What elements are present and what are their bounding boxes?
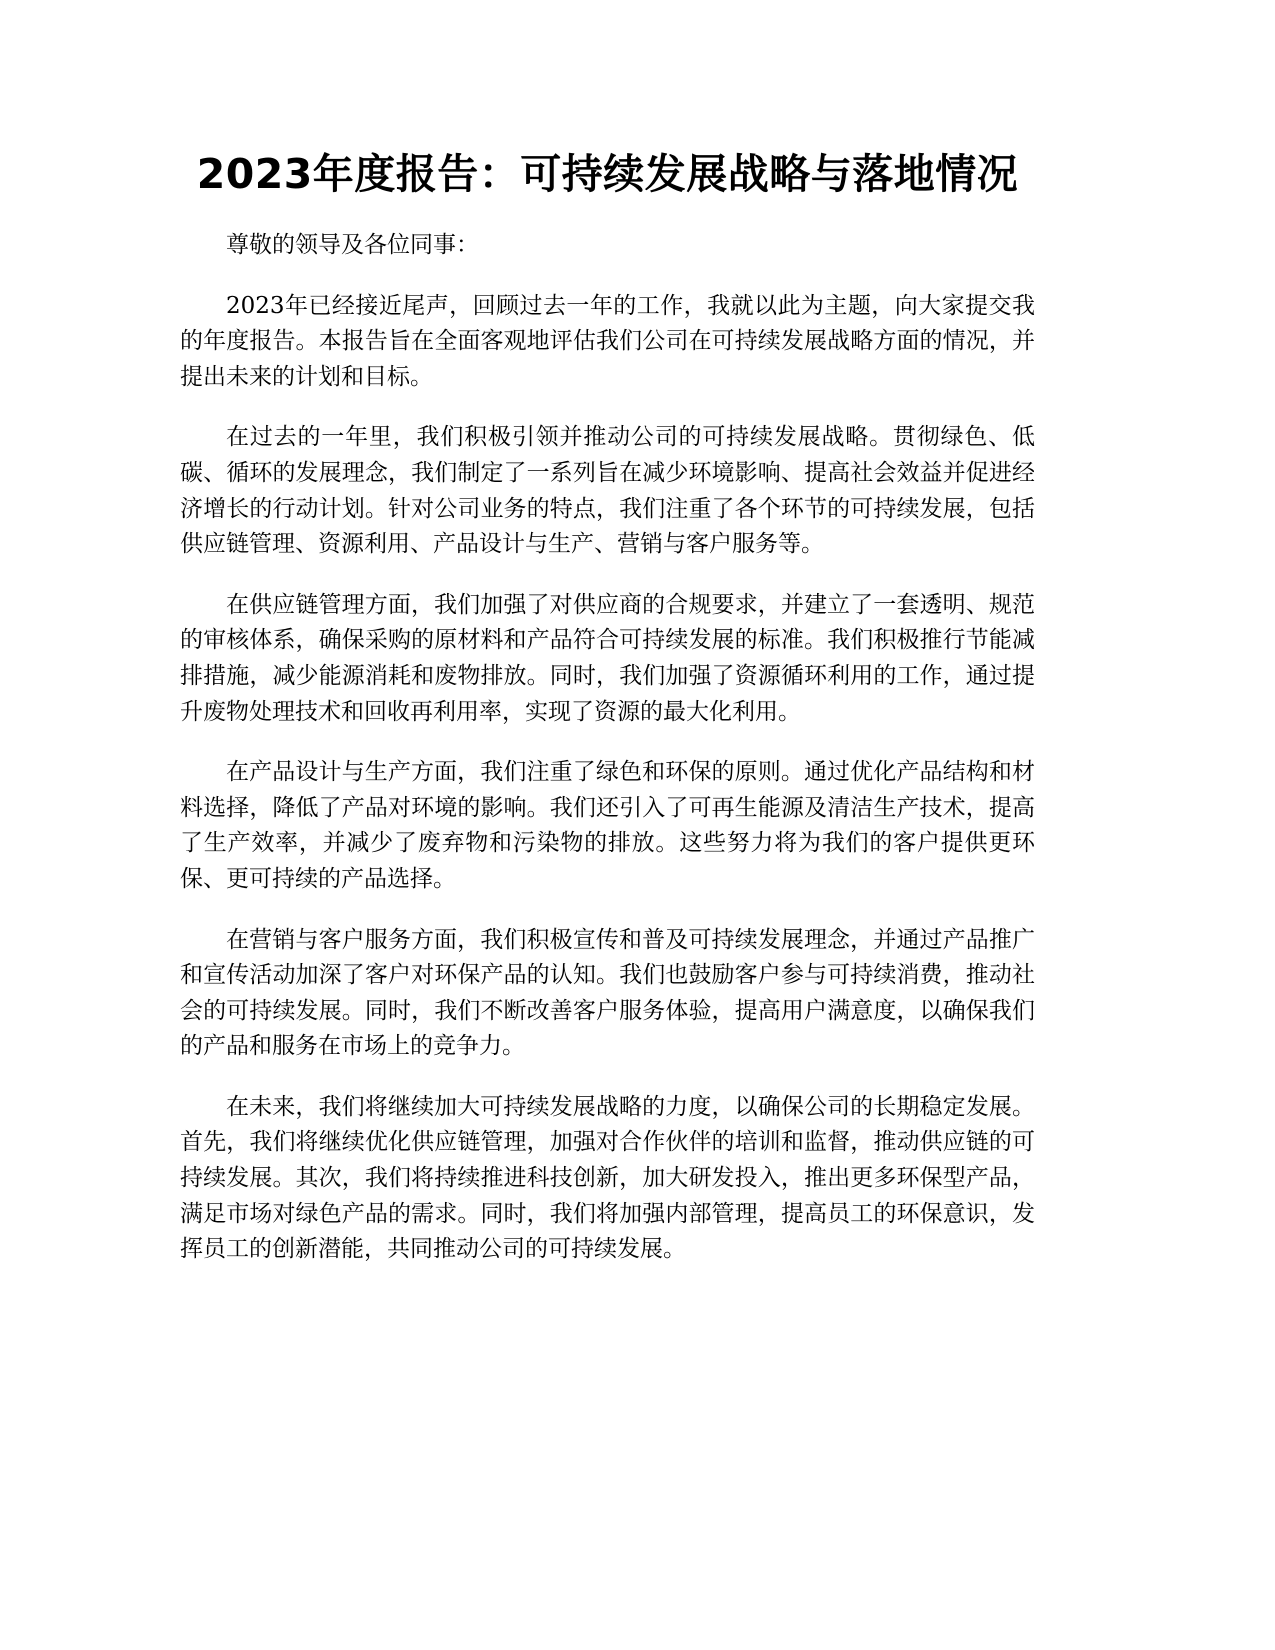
- document-body: [180, 228, 1035, 1268]
- paragraph-product-design: 在产品设计与生产方面，我们注重了绿色和环保的原则。通过优化产品结构和材料选择，降低了产品对环境的影响。我们还引入了可再生能源及清洁生产技术，提高了生产效率，并减少了废弃物和污染物的排放。这些努力将为我们的客户提供更环保、更可持续的产品选择。: [180, 759, 1035, 892]
- paragraph-supply-chain: 在供应链管理方面，我们加强了对供应商的合规要求，并建立了一套透明、规范的审核体系，确保采购的原材料和产品符合可持续发展的标准。我们积极推行节能减排措施，减少能源消耗和废物排放。同时，我们加强了资源循环利用的工作，通过提升废物处理技术和回收再利用率，实现了资源的最大化利用。: [180, 591, 1035, 725]
- salutation: 尊敬的领导及各位同事：: [226, 232, 479, 258]
- document-page: [180, 0, 1035, 1650]
- paragraph-intro: 2023年已经接近尾声，回顾过去一年的工作，我就以此为主题，向大家提交我的年度报告。本报告旨在全面客观地评估我们公司在可持续发展战略方面的情况，并提出未来的计划和目标。: [180, 292, 1035, 390]
- document-title: 2023年度报告：可持续发展战略与落地情况: [196, 150, 1019, 198]
- paragraph-future-plans: 在未来，我们将继续加大可持续发展战略的力度，以确保公司的长期稳定发展。首先，我们将继续优化供应链管理，加强对合作伙伴的培训和监督，推动供应链的可持续发展。其次，我们将持续推进科技创新，加大研发投入，推出更多环保型产品，满足市场对绿色产品的需求。同时，我们将加强内部管理，提高员工的环保意识，发挥员工的创新潜能，共同推动公司的可持续发展。: [180, 1093, 1035, 1263]
- paragraph-strategy-overview: 在过去的一年里，我们积极引领并推动公司的可持续发展战略。贯彻绿色、低碳、循环的发展理念，我们制定了一系列旨在减少环境影响、提高社会效益并促进经济增长的行动计划。针对公司业务的特点，我们注重了各个环节的可持续发展，包括供应链管理、资源利用、产品设计与生产、营销与客户服务等。: [180, 424, 1035, 558]
- paragraph-marketing-service: 在营销与客户服务方面，我们积极宣传和普及可持续发展理念，并通过产品推广和宣传活动加深了客户对环保产品的认知。我们也鼓励客户参与可持续消费，推动社会的可持续发展。同时，我们不断改善客户服务体验，提高用户满意度，以确保我们的产品和服务在市场上的竞争力。: [180, 926, 1035, 1060]
